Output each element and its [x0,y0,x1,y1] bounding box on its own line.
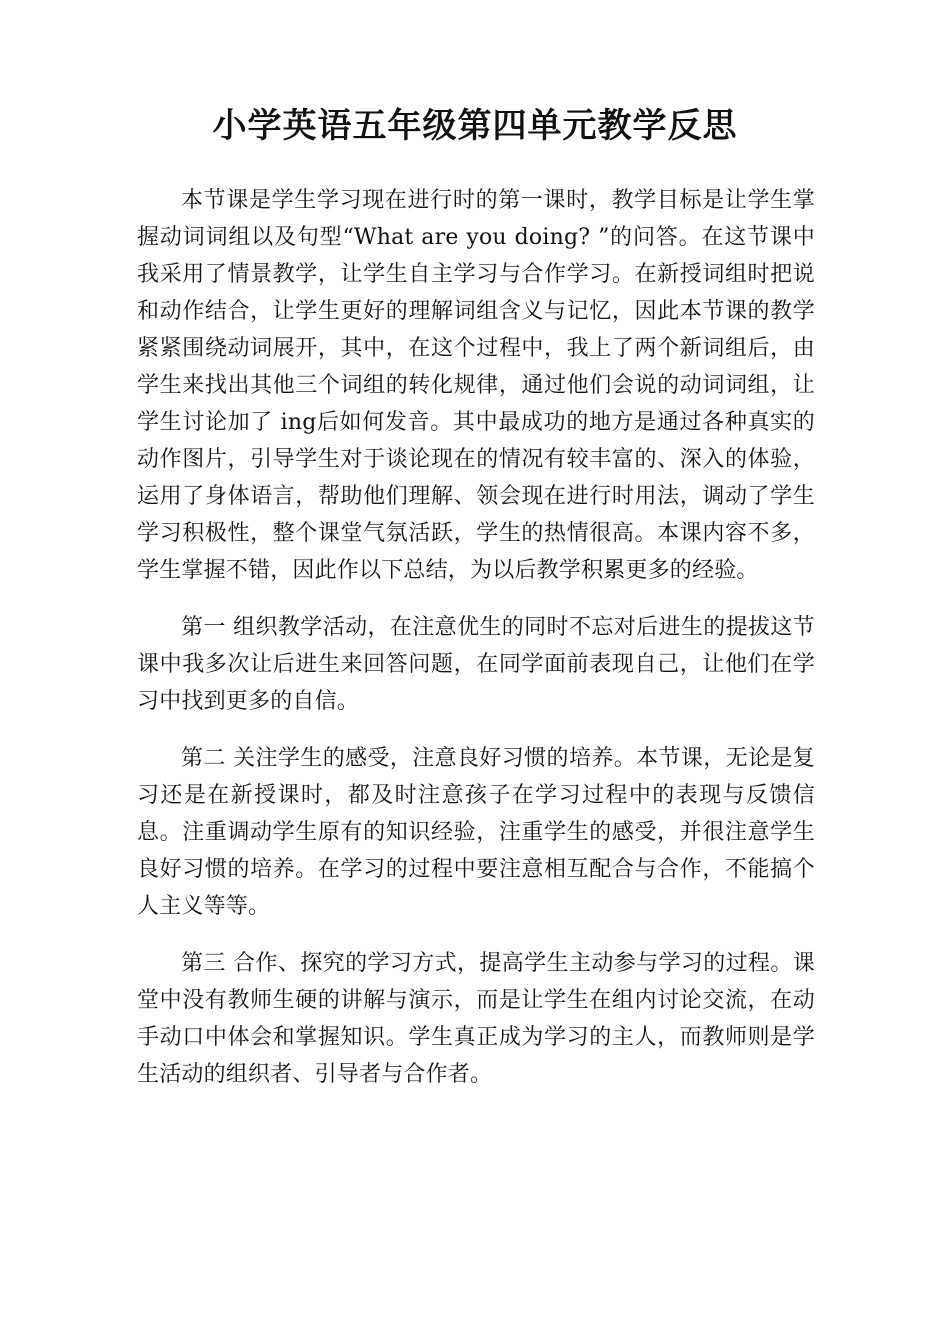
paragraph-intro: 本节课是学生学习现在进行时的第一课时，教学目标是让学生掌握动词词组以及句型“What are you doing? ”的问答。在这节课中我采用了情景教学，让学生自主学习与合作学习。在新授词组时把说和动作结合，让学生更好的理解词组含义与记忆，因此本节课的教学紧紧围绕动词展开，其中，在这个过程中，我上了两个新词组后，由学生来找出其他三个词组的转化规律，通过他们会说的动词词组，让学生讨论加了 ing后如何发音。其中最成功的地方是通过各种真实的动作图片，引导学生对于谈论现在的情况有较丰富的、深入的体验，运用了身体语言，帮助他们理解、领会现在进行时用法，调动了学生学习积极性，整个课堂气氛活跃，学生的热情很高。本课内容不多，学生掌握不错，因此作以下总结，为以后教学积累更多的经验。 [137,188,815,583]
document-body [137,182,815,1113]
paragraph-point-two: 第二 关注学生的感受，注意良好习惯的培养。本节课，无论是复习还是在新授课时，都及时注意孩子在学习过程中的表现与反馈信息。注重调动学生原有的知识经验，注重学生的感受，并很注意学生良好习惯的培养。在学习的过程中要注意相互配合与合作，不能搞个人主义等等。 [137,746,815,919]
paragraph-point-one: 第一 组织教学活动，在注意优生的同时不忘对后进生的提拔这节课中我多次让后进生来回答问题，在同学面前表现自己，让他们在学习中找到更多的自信。 [137,615,815,714]
document-title: 小学英语五年级第四单元教学反思 [212,106,738,146]
paragraph-point-three: 第三 合作、探究的学习方式，提高学生主动参与学习的过程。课堂中没有教师生硬的讲解与演示，而是让学生在组内讨论交流，在动手动口中体会和掌握知识。学生真正成为学习的主人，而教师则是学生活动的组织者、引导者与合作者。 [137,951,815,1087]
